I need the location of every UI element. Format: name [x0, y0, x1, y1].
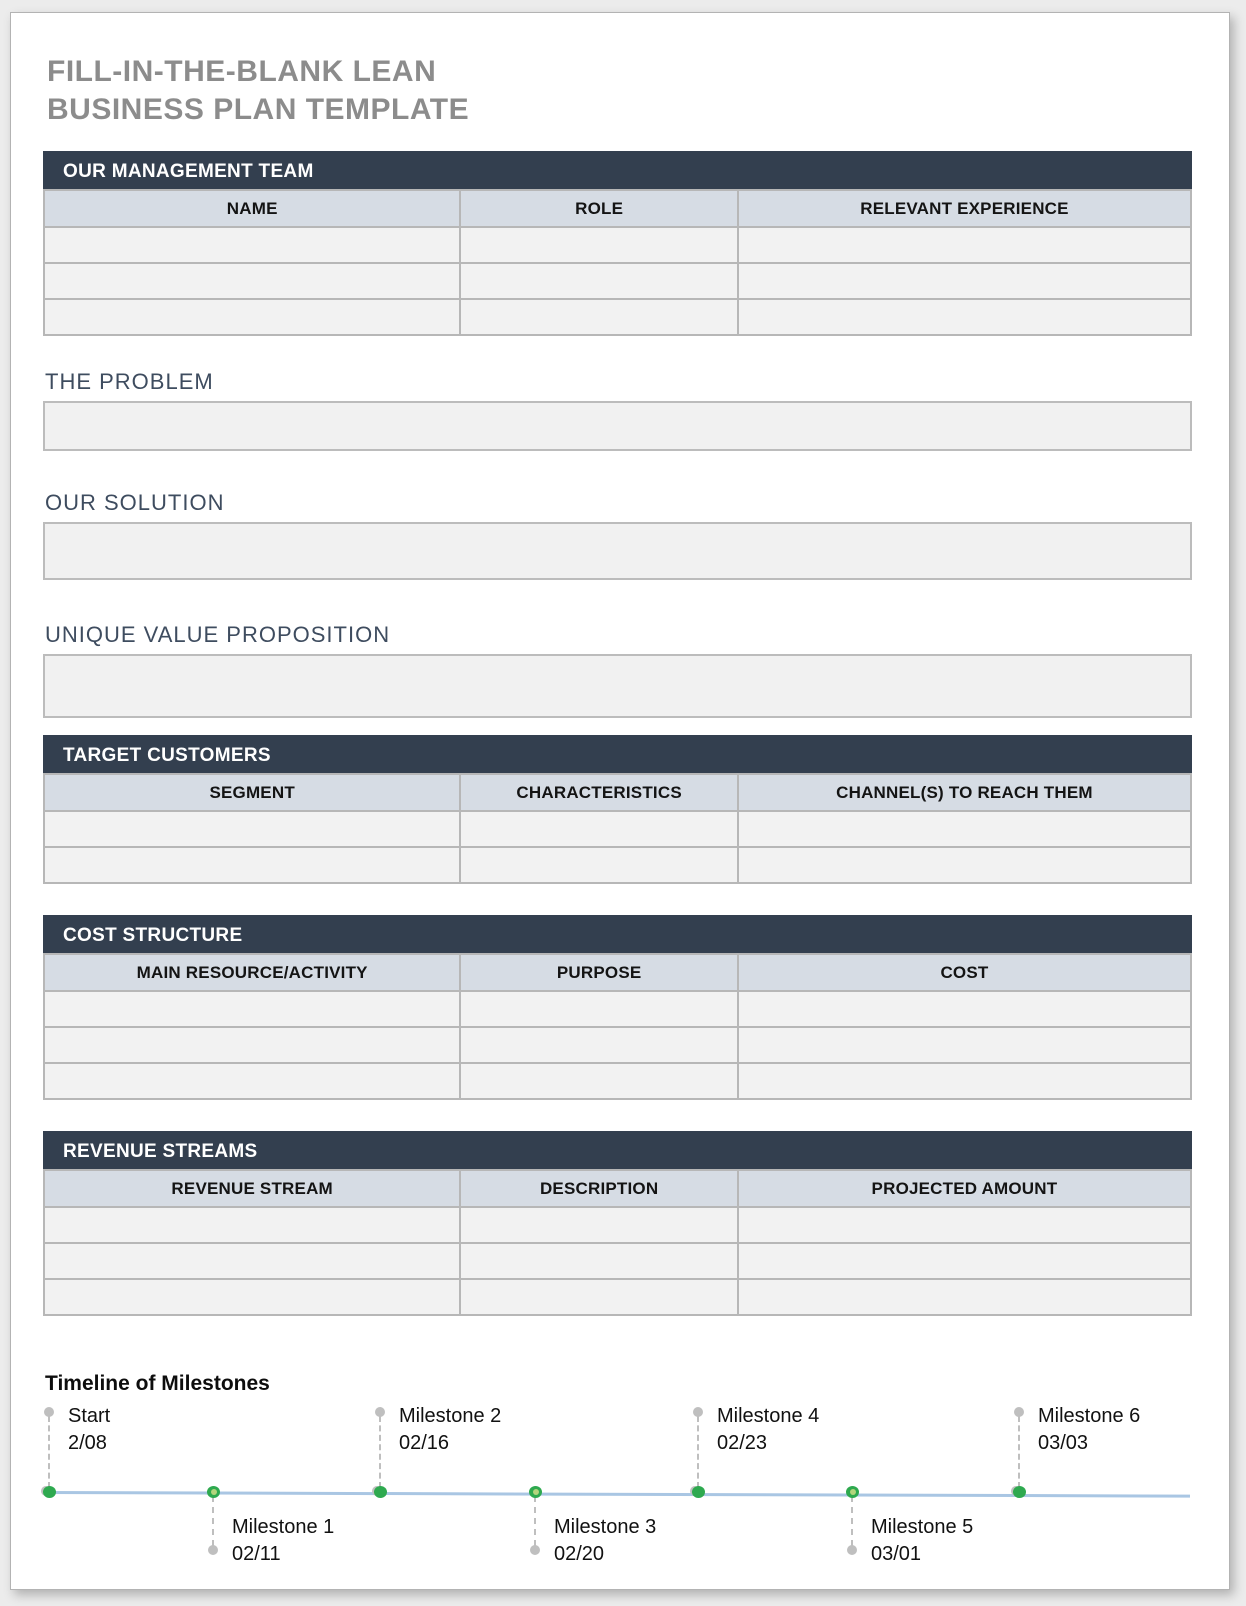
empty-cell[interactable]	[460, 263, 738, 299]
page-title-line1: FILL-IN-THE-BLANK LEAN	[47, 55, 437, 88]
solution-heading: OUR SOLUTION	[45, 490, 225, 515]
column-header-cost: COST	[738, 954, 1191, 991]
connector-dash-line	[697, 1416, 699, 1488]
cost-structure-header-bar: COST STRUCTURE	[43, 915, 1192, 953]
column-header-description: DESCRIPTION	[460, 1170, 738, 1207]
target-customers-table	[43, 773, 1192, 884]
empty-cell[interactable]	[738, 1243, 1191, 1279]
target-customers-section	[43, 735, 1192, 884]
column-header-purpose: PURPOSE	[460, 954, 738, 991]
milestone-label	[1038, 1403, 1140, 1457]
milestone-marker-icon	[846, 1486, 859, 1498]
milestone-marker-icon	[43, 1486, 56, 1498]
empty-cell[interactable]	[44, 1063, 460, 1099]
milestone-name: Milestone 4	[717, 1405, 820, 1427]
milestone-date: 03/01	[871, 1543, 922, 1565]
problem-heading: THE PROBLEM	[45, 369, 214, 394]
problem-section	[43, 369, 1192, 451]
connector-dash-line	[48, 1416, 50, 1488]
connector-dot-icon	[530, 1545, 540, 1555]
revenue-streams-section	[43, 1131, 1192, 1316]
empty-cell[interactable]	[44, 847, 460, 883]
connector-dot-icon	[847, 1545, 857, 1555]
milestone-date: 02/20	[554, 1543, 605, 1565]
column-header-projected-amount: PROJECTED AMOUNT	[738, 1170, 1191, 1207]
revenue-streams-table	[43, 1169, 1192, 1316]
cost-structure-section	[43, 915, 1192, 1100]
solution-input-box[interactable]	[43, 522, 1192, 580]
table-row	[44, 1279, 1191, 1315]
milestone-timeline	[43, 1402, 1193, 1590]
milestone-date: 02/16	[399, 1432, 450, 1454]
column-header-characteristics: CHARACTERISTICS	[460, 774, 738, 811]
milestone-date: 2/08	[68, 1432, 107, 1454]
connector-dot-icon	[208, 1545, 218, 1555]
connector-dash-line	[1018, 1416, 1020, 1488]
empty-cell[interactable]	[460, 847, 738, 883]
milestone-marker-icon	[207, 1486, 220, 1498]
milestone-date: 02/23	[717, 1432, 768, 1454]
milestone-date: 02/11	[232, 1543, 281, 1565]
connector-dash-line	[379, 1416, 381, 1488]
empty-cell[interactable]	[460, 1063, 738, 1099]
connector-dash-line	[534, 1496, 536, 1546]
empty-cell[interactable]	[460, 1243, 738, 1279]
management-team-table	[43, 189, 1192, 336]
milestone-name: Milestone 2	[399, 1405, 502, 1427]
milestone-label	[871, 1514, 973, 1568]
column-header-revenue-stream: REVENUE STREAM	[44, 1170, 460, 1207]
page-title-line2: BUSINESS PLAN TEMPLATE	[47, 93, 470, 126]
milestone-marker-icon	[692, 1486, 705, 1498]
table-row	[44, 263, 1191, 299]
column-header-relevant-experience: RELEVANT EXPERIENCE	[738, 190, 1191, 227]
empty-cell[interactable]	[460, 991, 738, 1027]
table-row	[44, 299, 1191, 335]
empty-cell[interactable]	[460, 811, 738, 847]
table-row	[44, 1027, 1191, 1063]
solution-section	[43, 490, 1192, 580]
table-row	[44, 1207, 1191, 1243]
revenue-streams-header-bar: REVENUE STREAMS	[43, 1131, 1192, 1169]
empty-cell[interactable]	[44, 263, 460, 299]
empty-cell[interactable]	[738, 991, 1191, 1027]
empty-cell[interactable]	[460, 299, 738, 335]
milestone-name: Milestone 1	[232, 1516, 335, 1538]
empty-cell[interactable]	[738, 227, 1191, 263]
empty-cell[interactable]	[460, 1279, 738, 1315]
empty-cell[interactable]	[738, 1027, 1191, 1063]
column-header-segment: SEGMENT	[44, 774, 460, 811]
column-header-main-resource: MAIN RESOURCE/ACTIVITY	[44, 954, 460, 991]
milestone-name: Start	[68, 1405, 111, 1427]
empty-cell[interactable]	[460, 227, 738, 263]
column-header-role: ROLE	[460, 190, 738, 227]
empty-cell[interactable]	[738, 1279, 1191, 1315]
management-team-section	[43, 151, 1192, 336]
table-row	[44, 227, 1191, 263]
empty-cell[interactable]	[44, 227, 460, 263]
empty-cell[interactable]	[44, 1027, 460, 1063]
column-header-name: NAME	[44, 190, 460, 227]
connector-dash-line	[212, 1496, 214, 1546]
empty-cell[interactable]	[44, 299, 460, 335]
document-page	[10, 12, 1230, 1590]
table-row	[44, 811, 1191, 847]
milestone-marker-icon	[374, 1486, 387, 1498]
empty-cell[interactable]	[738, 811, 1191, 847]
table-row	[44, 1243, 1191, 1279]
connector-dash-line	[851, 1496, 853, 1546]
table-row	[44, 1063, 1191, 1099]
empty-cell[interactable]	[738, 1207, 1191, 1243]
empty-cell[interactable]	[460, 1027, 738, 1063]
empty-cell[interactable]	[738, 1063, 1191, 1099]
page-title	[47, 53, 1192, 129]
milestone-name: Milestone 5	[871, 1516, 974, 1538]
cost-structure-table	[43, 953, 1192, 1100]
management-team-header-bar: OUR MANAGEMENT TEAM	[43, 151, 1192, 189]
column-header-channels: CHANNEL(S) TO REACH THEM	[738, 774, 1191, 811]
milestone-name: Milestone 6	[1038, 1405, 1141, 1427]
empty-cell[interactable]	[44, 1279, 460, 1315]
empty-cell[interactable]	[44, 1207, 460, 1243]
empty-cell[interactable]	[738, 847, 1191, 883]
milestone-name: Milestone 3	[554, 1516, 657, 1538]
timeline-heading: Timeline of Milestones	[45, 1372, 270, 1395]
milestone-label	[717, 1403, 819, 1457]
uvp-section	[43, 622, 1192, 718]
table-row	[44, 991, 1191, 1027]
empty-cell[interactable]	[738, 299, 1191, 335]
milestone-marker-icon	[1013, 1486, 1026, 1498]
empty-cell[interactable]	[738, 263, 1191, 299]
milestone-date: 03/03	[1038, 1432, 1089, 1454]
target-customers-header-bar: TARGET CUSTOMERS	[43, 735, 1192, 773]
empty-cell[interactable]	[44, 1243, 460, 1279]
milestone-label	[554, 1514, 656, 1568]
empty-cell[interactable]	[44, 991, 460, 1027]
empty-cell[interactable]	[44, 811, 460, 847]
problem-input-box[interactable]	[43, 401, 1192, 451]
milestone-label	[68, 1403, 110, 1457]
table-row	[44, 847, 1191, 883]
uvp-heading: UNIQUE VALUE PROPOSITION	[45, 622, 391, 647]
milestone-label	[232, 1514, 334, 1568]
uvp-input-box[interactable]	[43, 654, 1192, 718]
milestone-marker-icon	[529, 1486, 542, 1498]
empty-cell[interactable]	[460, 1207, 738, 1243]
milestone-label	[399, 1403, 501, 1457]
